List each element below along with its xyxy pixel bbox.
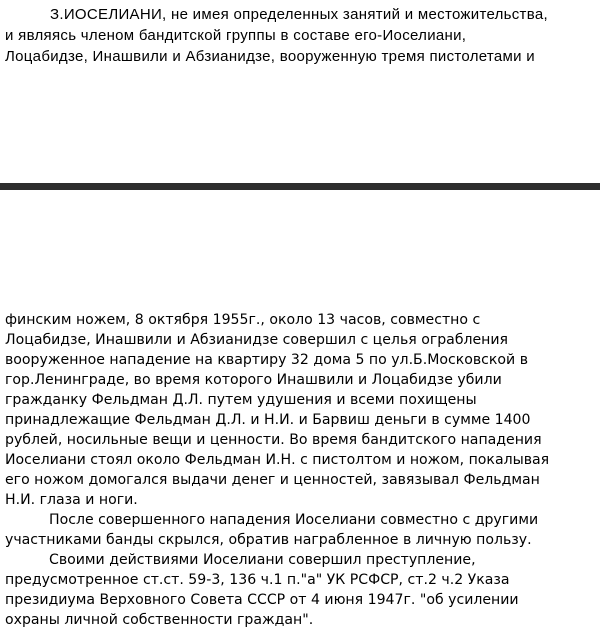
text-line: принадлежащие Фельдман Д.Л. и Н.И. и Барвиш деньги в сумме 1400 <box>5 412 531 428</box>
text-line: З.ИОСЕЛИАНИ, не имея определенных занятий и местожительства, <box>50 6 548 23</box>
text-line: президиума Верховного Совета СССР от 4 июня 1947г. "об усилении <box>5 592 519 608</box>
text-line: После совершенного нападения Иоселиани совместно с другими <box>49 512 539 528</box>
text-line: и являясь членом бандитской группы в составе его-Иоселиани, <box>5 27 467 44</box>
text-line: гор.Ленинграде, во время которого Инашвили и Лоцабидзе убили <box>5 372 502 388</box>
page-divider <box>0 183 600 190</box>
text-line: Н.И. глаза и ноги. <box>5 492 138 508</box>
top-text-fragment <box>0 0 600 180</box>
text-line: Своими действиями Иоселиани совершил преступление, <box>49 552 476 568</box>
text-line: рублей, носильные вещи и ценности. Во время бандитского нападения <box>5 432 542 448</box>
text-line: Лоцабидзе, Инашвили и Абзианидзе совершил с целья ограбления <box>5 332 509 348</box>
text-line: предусмотренное ст.ст. 59-3, 136 ч.1 п."а" УК РСФСР, ст.2 ч.2 Указа <box>5 572 510 588</box>
text-line: Лоцабидзе, Инашвили и Абзианидзе, вооруженную тремя пистолетами и <box>5 48 535 65</box>
text-line: его ножом домогался выдачи денег и ценностей, завязывал Фельдман <box>5 472 540 488</box>
bottom-text-fragment <box>0 305 600 633</box>
text-line: участниками банды скрылся, обратив награбленное в личную пользу. <box>5 532 532 548</box>
text-line: охраны личной собственности граждан". <box>5 612 314 628</box>
text-line: вооруженное нападение на квартиру 32 дома 5 по ул.Б.Московской в <box>5 352 528 368</box>
text-line: финским ножем, 8 октября 1955г., около 13 часов, совместно с <box>5 312 481 328</box>
text-line: Иоселиани стоял около Фельдман И.Н. с пистолтом и ножом, покалывая <box>5 452 550 468</box>
text-line: гражданку Фельдман Д.Л. путем удушения и всеми похищены <box>5 392 477 408</box>
